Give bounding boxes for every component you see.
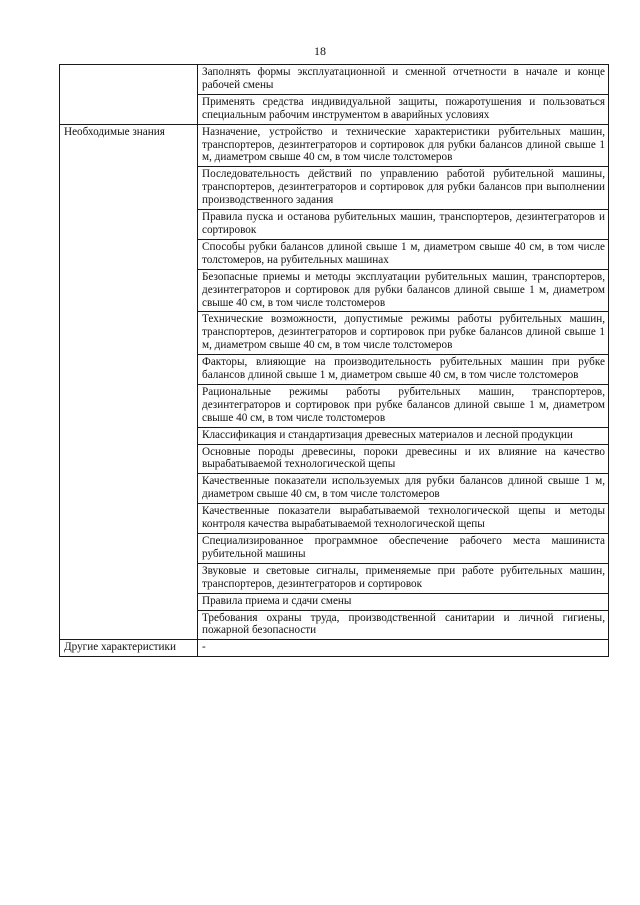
group-label: Необходимые знания (64, 125, 165, 138)
content-cell: Требования охраны труда, производственной санитарии и личной гигиены, пожарной безопасности (198, 610, 609, 640)
content-cell: Назначение, устройство и технические характеристики рубительных машин, транспортеров, дезинтеграторов и сортировок для рубки балансов длиной свыше 1 м, диаметром свыше 40 см, в том числе толстомеров (198, 124, 609, 167)
group-label-cell (60, 124, 198, 640)
content-cell: Качественные показатели используемых для рубки балансов длиной свыше 1 м, диаметром свыше 40 см, в том числе толстомеров (198, 474, 609, 504)
content-cell: Рациональные режимы работы рубительных машин, транспортеров, дезинтеграторов и сортировок при рубке балансов длиной свыше 1 м, диаметром свыше 40 см, в том числе толстомеров (198, 384, 609, 427)
content-cell: Правила приема и сдачи смены (198, 593, 609, 610)
content-cell: Основные породы древесины, пороки древесины и их влияние на качество вырабатываемой технологической щепы (198, 444, 609, 474)
content-cell: - (198, 640, 609, 657)
content-cell: Факторы, влияющие на производительность рубительных машин при рубке балансов длиной свыше 1 м, диаметром свыше 40 см, в том числе толстомеров (198, 355, 609, 385)
group-label-cell (60, 640, 198, 657)
content-cell: Способы рубки балансов длиной свыше 1 м, диаметром свыше 40 см, в том числе толстомеров, на рубительных машинах (198, 239, 609, 269)
content-cell: Звуковые и световые сигналы, применяемые при работе рубительных машин, транспортеров, дезинтеграторов и сортировок (198, 563, 609, 593)
group-label: Другие характеристики (64, 641, 176, 654)
content-cell: Безопасные приемы и методы эксплуатации рубительных машин, транспортеров, дезинтеграторов и сортировок для рубки балансов длиной свыше 1 м, диаметром свыше 40 см, в том числе толстомеров (198, 269, 609, 312)
content-cell: Технические возможности, допустимые режимы работы рубительных машин, транспортеров, дезинтеграторов и сортировок при рубке балансов длиной свыше 1 м, диаметром свыше 40 см, в том числе толстомеров (198, 312, 609, 355)
content-cell: Правила пуска и останова рубительных машин, транспортеров, дезинтеграторов и сортировок (198, 210, 609, 240)
content-cell: Применять средства индивидуальной защиты, пожаротушения и пользоваться специальным рабочим инструментом в аварийных условиях (198, 94, 609, 124)
table-row (60, 124, 609, 167)
competency-table (59, 64, 609, 657)
table-row (60, 640, 609, 657)
group-label-cell (60, 65, 198, 125)
content-cell: Заполнять формы эксплуатационной и сменной отчетности в начале и конце рабочей смены (198, 65, 609, 95)
page-number: 18 (314, 44, 326, 58)
content-cell: Последовательность действий по управлению работой рубительной машины, транспортеров, дезинтеграторов и сортировок для рубки балансов при выполнении производственного задания (198, 167, 609, 210)
table-row (60, 65, 609, 95)
content-cell: Специализированное программное обеспечение рабочего места машиниста рубительной машины (198, 534, 609, 564)
content-cell: Классификация и стандартизация древесных материалов и лесной продукции (198, 427, 609, 444)
content-cell: Качественные показатели вырабатываемой технологической щепы и методы контроля качества вырабатываемой технологической щепы (198, 504, 609, 534)
